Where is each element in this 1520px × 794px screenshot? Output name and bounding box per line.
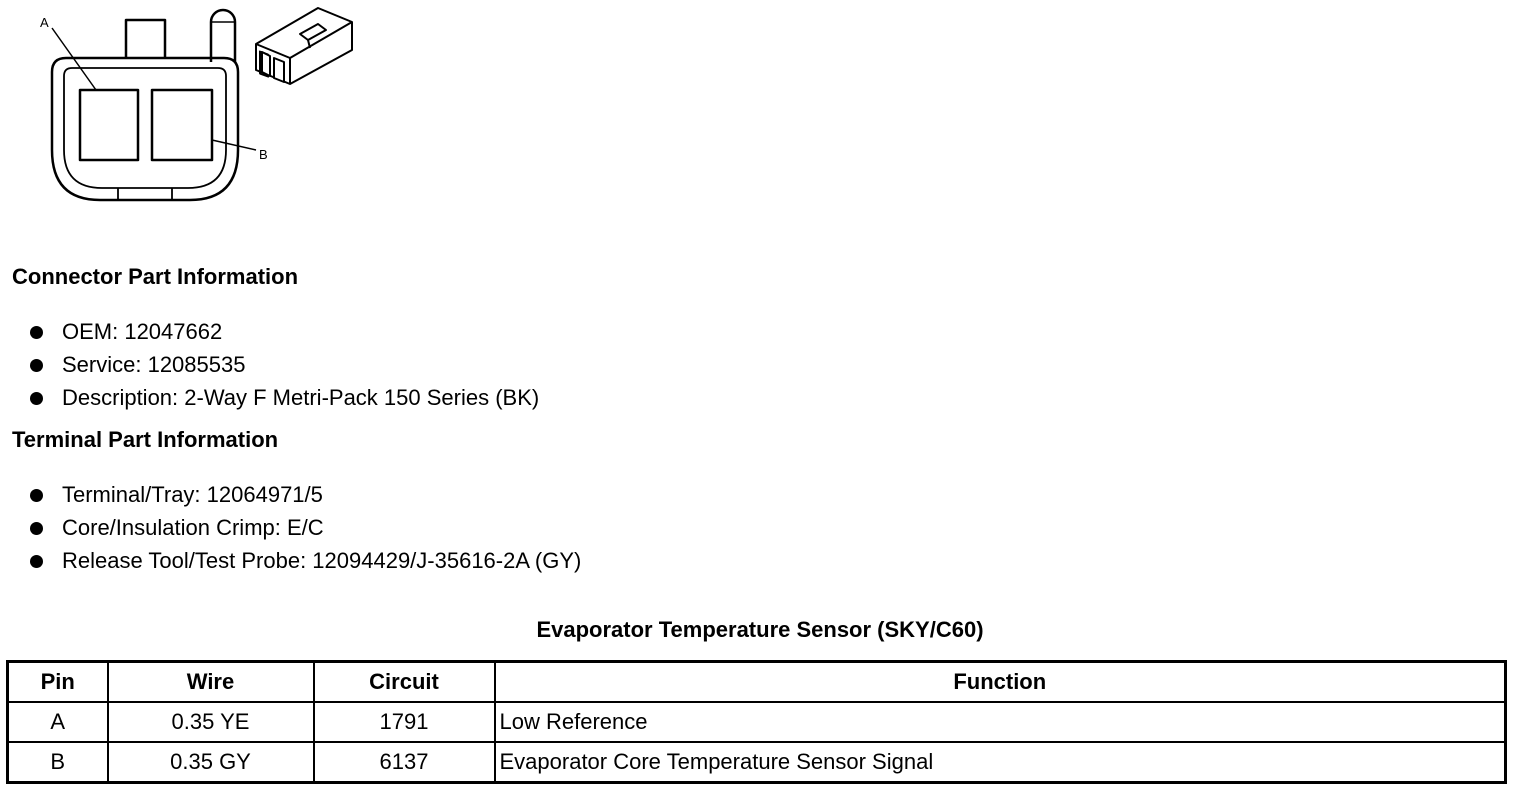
crimp-value: Core/Insulation Crimp: E/C bbox=[62, 515, 324, 540]
circuit-cell: 1791 bbox=[314, 702, 495, 742]
terminal-tray-value: Terminal/Tray: 12064971/5 bbox=[62, 482, 323, 507]
circuit-cell: 6137 bbox=[314, 742, 495, 783]
description-value: Description: 2-Way F Metri-Pack 150 Series (BK) bbox=[62, 385, 540, 410]
list-item bbox=[28, 315, 539, 348]
bullet-icon bbox=[30, 489, 43, 502]
function-cell: Evaporator Core Temperature Sensor Signal bbox=[495, 742, 1506, 783]
column-header-circuit: Circuit bbox=[314, 662, 495, 703]
table-row bbox=[8, 702, 1506, 742]
list-item bbox=[28, 511, 581, 544]
pin-table bbox=[6, 660, 1507, 784]
table-row bbox=[8, 742, 1506, 783]
column-header-function: Function bbox=[495, 662, 1506, 703]
list-item bbox=[28, 381, 539, 414]
bullet-icon bbox=[30, 326, 43, 339]
bullet-icon bbox=[30, 392, 43, 405]
wire-cell: 0.35 GY bbox=[108, 742, 314, 783]
pin-label-b: B bbox=[259, 147, 268, 162]
list-item bbox=[28, 478, 581, 511]
list-item bbox=[28, 348, 539, 381]
terminal-part-list bbox=[28, 478, 581, 577]
wire-cell: 0.35 YE bbox=[108, 702, 314, 742]
column-header-wire: Wire bbox=[108, 662, 314, 703]
terminal-part-heading: Terminal Part Information bbox=[12, 427, 279, 452]
pin-label-a: A bbox=[40, 15, 49, 30]
connector-part-list bbox=[28, 315, 539, 414]
bullet-icon bbox=[30, 555, 43, 568]
column-header-pin: Pin bbox=[8, 662, 108, 703]
connector-diagram bbox=[0, 0, 380, 215]
pin-cell: A bbox=[8, 702, 108, 742]
release-tool-value: Release Tool/Test Probe: 12094429/J-35616-2A (GY) bbox=[62, 548, 582, 573]
bullet-icon bbox=[30, 522, 43, 535]
table-header-row bbox=[8, 662, 1506, 703]
table-title: Evaporator Temperature Sensor (SKY/C60) bbox=[536, 617, 984, 642]
list-item bbox=[28, 544, 581, 577]
service-value: Service: 12085535 bbox=[62, 352, 246, 377]
bullet-icon bbox=[30, 359, 43, 372]
function-cell: Low Reference bbox=[495, 702, 1506, 742]
pin-cell: B bbox=[8, 742, 108, 783]
oem-value: OEM: 12047662 bbox=[62, 319, 223, 344]
connector-part-heading: Connector Part Information bbox=[12, 264, 299, 289]
